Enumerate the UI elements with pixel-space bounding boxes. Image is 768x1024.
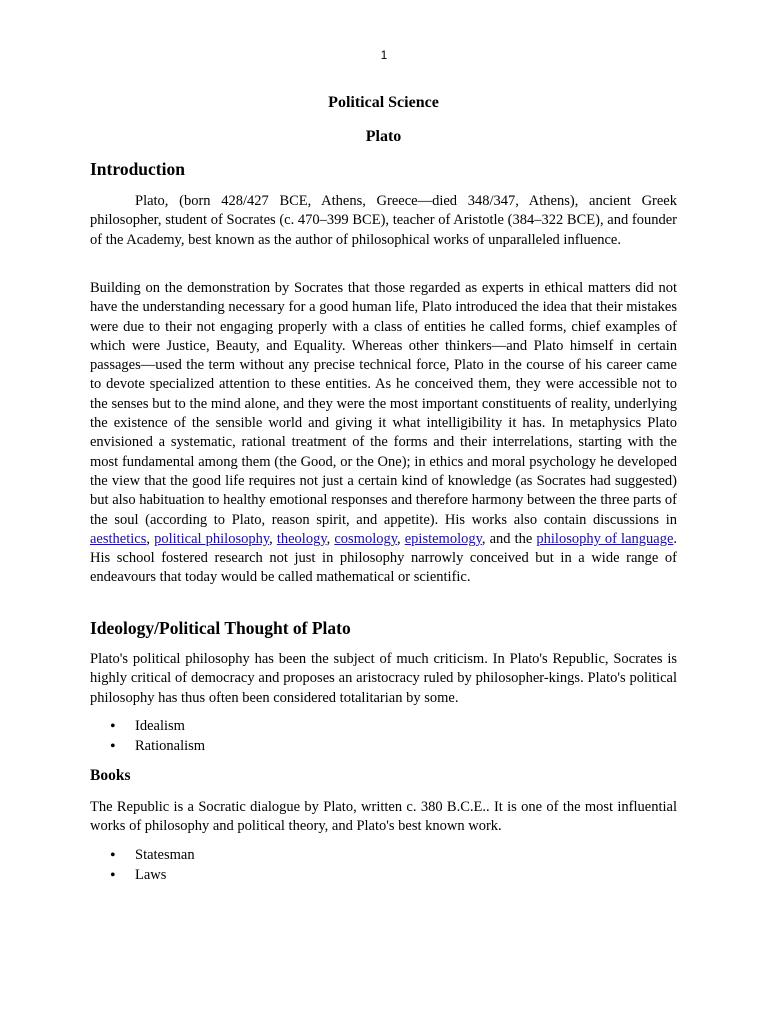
ideology-list	[90, 717, 677, 756]
document-title: Political Science	[328, 94, 439, 111]
link-separator: ,	[146, 530, 150, 547]
link-separator: ,	[397, 530, 401, 547]
link-separator: ,	[269, 530, 273, 547]
intro-paragraph-2-tail: . His school fostered research not just in philosophy narrowly conceived but in a wide range of endeavours that today would be called mathematical or scientific.	[90, 530, 678, 586]
books-list	[90, 846, 677, 885]
intro-paragraph-1: Plato, (born 428/427 BCE, Athens, Greece—died 348/347, Athens), ancient Greek philosopher, student of Socrates (c. 470–399 BCE), teacher of Aristotle (384–322 BCE), and founder of the Academy, best known as the author of philosophical works of unparalleled influence.	[90, 193, 677, 248]
list-item: • Idealism	[90, 717, 677, 737]
link-cosmology[interactable]: cosmology	[334, 530, 398, 547]
document-subtitle: Plato	[365, 128, 402, 145]
link-theology[interactable]: theology	[276, 530, 327, 547]
introduction-heading: Introduction	[90, 159, 185, 179]
list-item: • Statesman	[90, 846, 677, 866]
intro-paragraph-2	[90, 279, 677, 588]
page-number: 1	[380, 48, 388, 62]
link-philosophy-of-language[interactable]: philosophy of language	[536, 530, 674, 547]
ideology-paragraph: Plato's political philosophy has been the subject of much criticism. In Plato's Republic, Socrates is highly critical of democracy and proposes an aristocracy ruled by philosopher-kings. Plato's political philosophy has thus often been considered totalitarian by some.	[90, 651, 677, 706]
ideology-heading: Ideology/Political Thought of Plato	[90, 618, 351, 638]
intro-paragraph-2-text: Building on the demonstration by Socrates that those regarded as experts in ethical matters did not have the understanding necessary for a good human life, Plato introduced the idea that their mistakes were due to their not engaging properly with a class of entities he called forms, chief examples of which were Justice, Beauty, and Equality. Whereas other thinkers—and Plato himself in certain passages—used the term without any precise technical force, Plato in the course of his career came to devote specialized attention to these entities. As he conceived them, they were accessible not to the senses but to the mind alone, and they were the most important constituents of reality, underlying the existence of the sensible world and giving it what intelligibility it has. In metaphysics Plato envisioned a systematic, rational treatment of the forms and their interrelations, starting with the most fundamental among them (the Good, or the One); in ethics and moral psychology he developed the view that the good life requires not just a certain kind of knowledge (as Socrates had suggested) but also habituation to healthy emotional responses and therefore harmony between the three parts of the soul (according to Plato, reason spirit, and appetite). His works also contain discussions in	[90, 280, 677, 528]
link-separator: ,	[326, 530, 331, 547]
books-heading: Books	[90, 767, 131, 784]
list-item: • Rationalism	[90, 737, 677, 757]
link-political-philosophy[interactable]: political philosophy	[154, 530, 270, 547]
link-aesthetics[interactable]: aesthetics	[90, 530, 147, 547]
books-paragraph: The Republic is a Socratic dialogue by Plato, written c. 380 B.C.E.. It is one of the most influential works of philosophy and political theory, and Plato's best known work.	[90, 799, 677, 835]
link-epistemology[interactable]: epistemology	[404, 530, 482, 547]
link-separator: , and the	[481, 530, 533, 547]
list-item: • Laws	[90, 866, 677, 886]
